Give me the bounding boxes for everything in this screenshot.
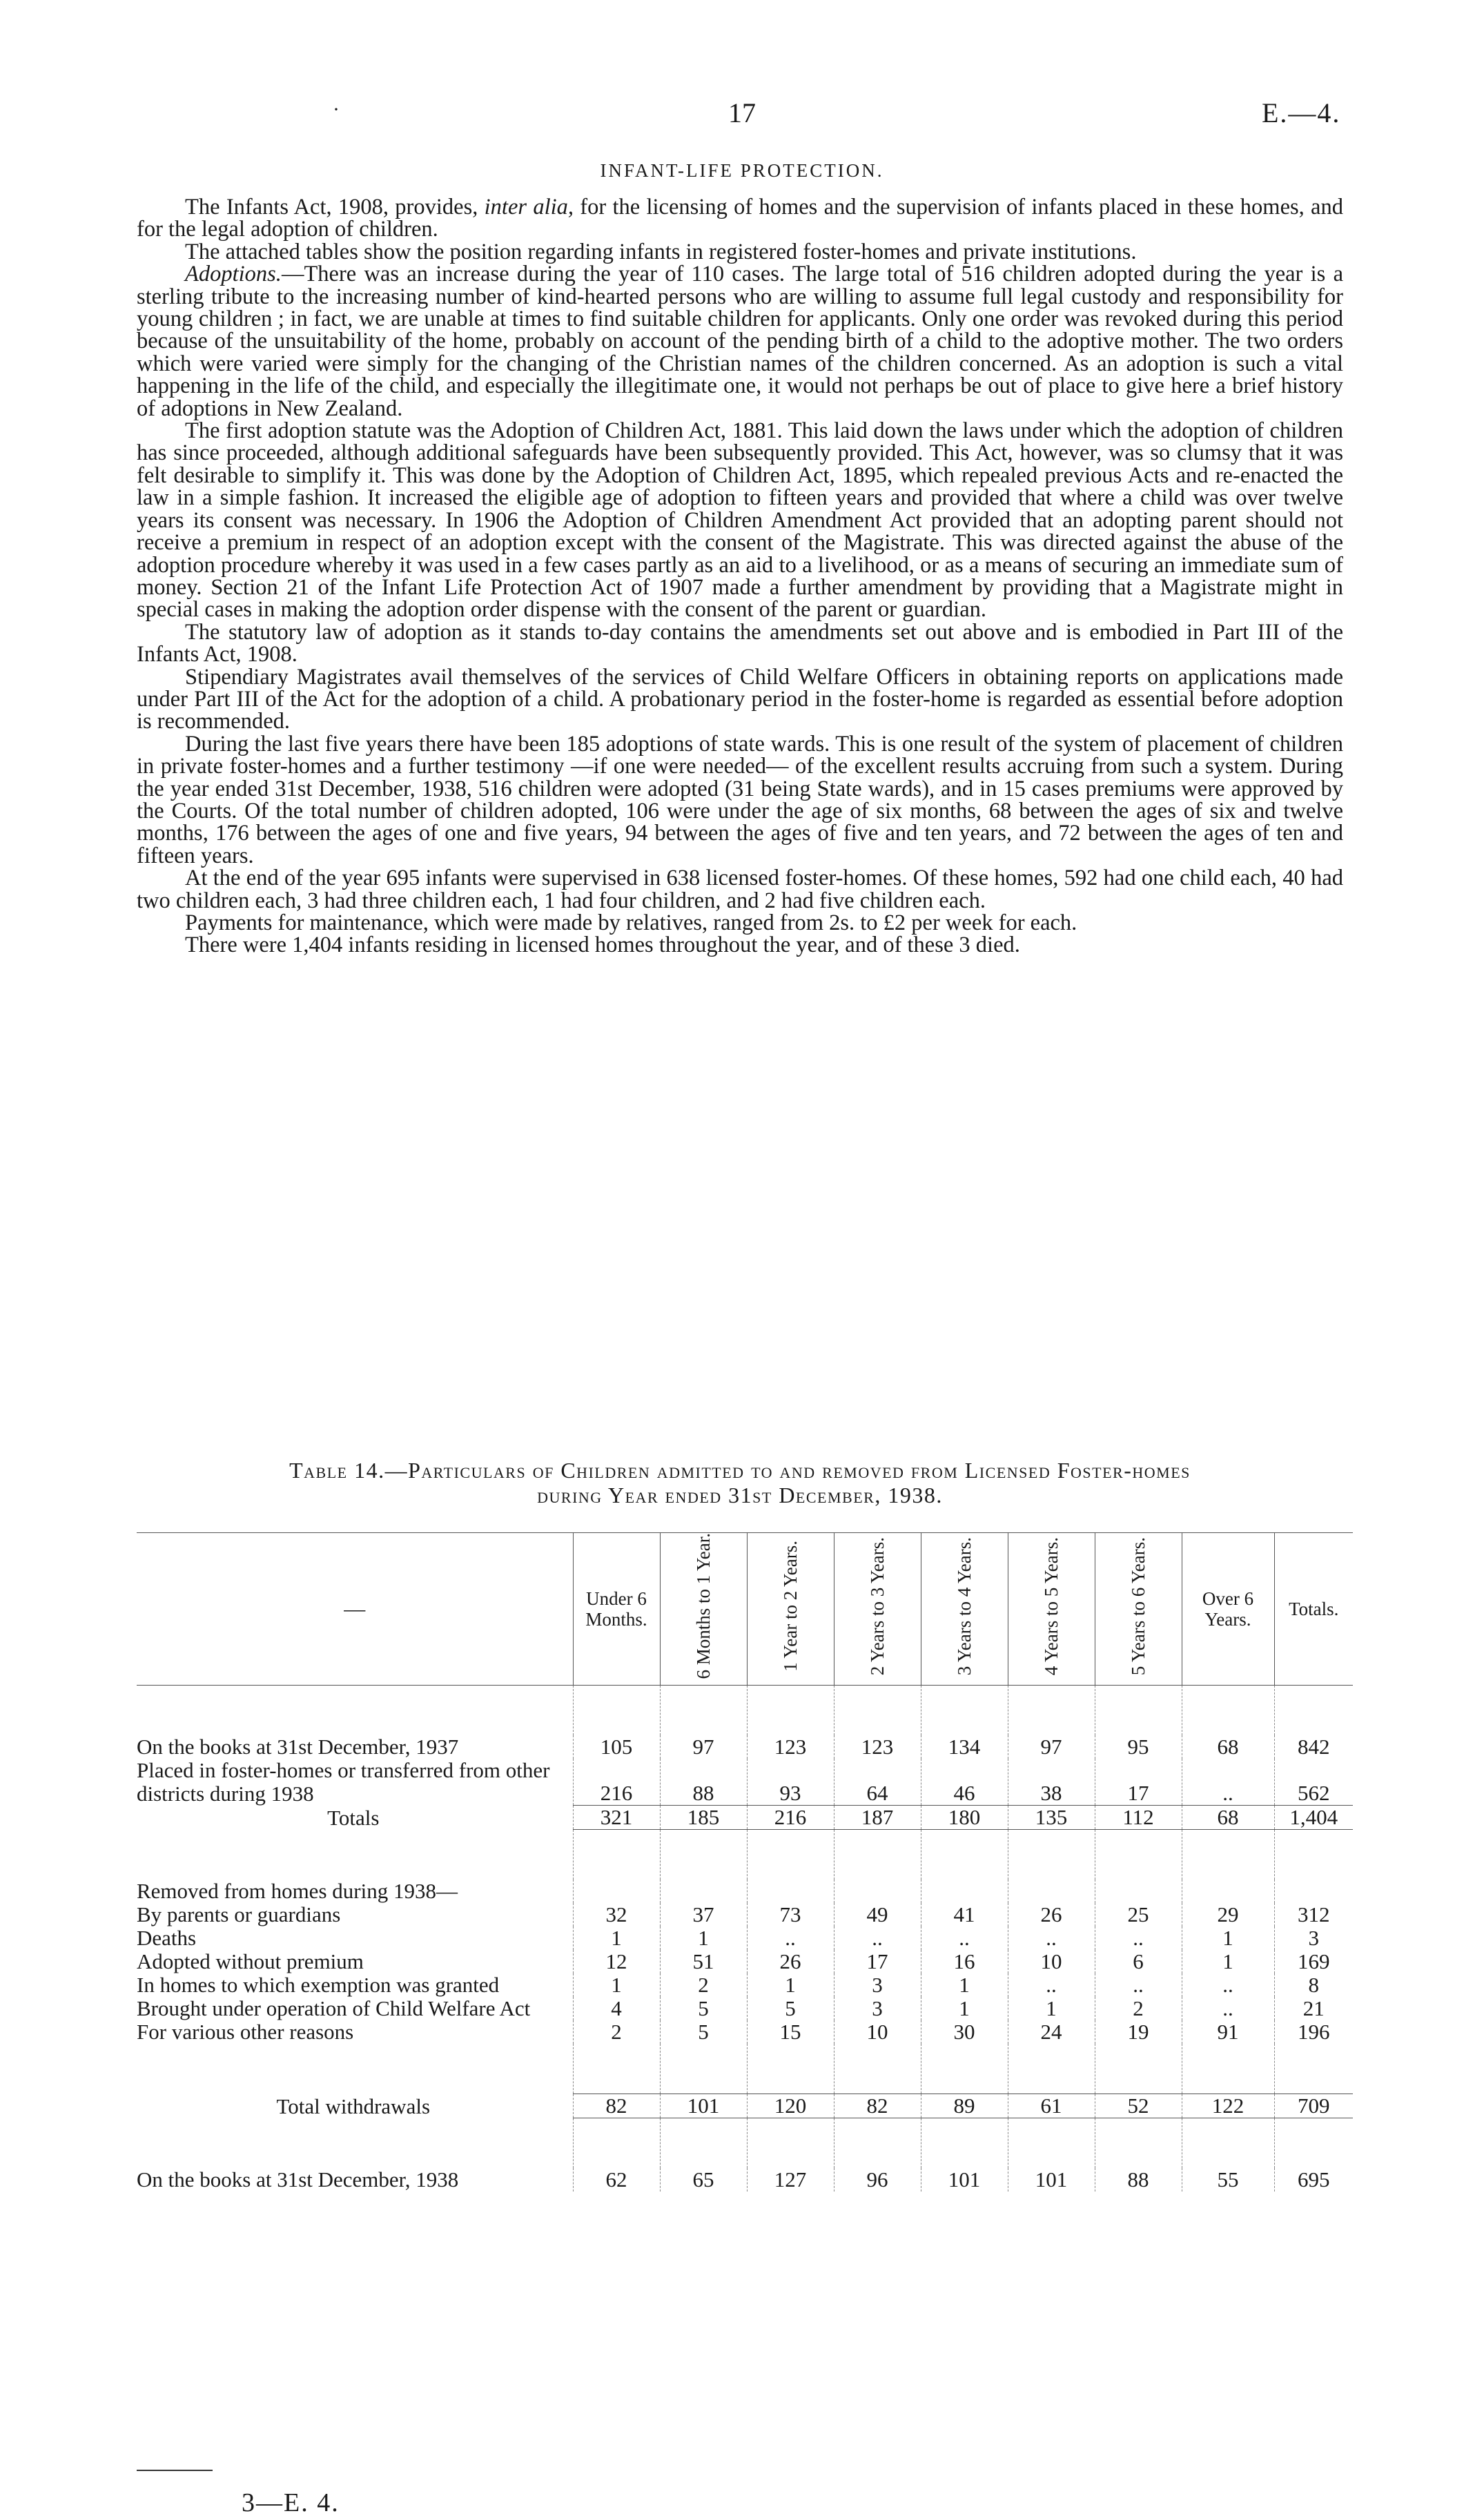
row-label: On the books at 31st December, 1938 xyxy=(137,2167,459,2192)
table-cell: 3 xyxy=(1274,1926,1353,1950)
row-label: By parents or guardians xyxy=(137,1902,341,1927)
table-cell: .. xyxy=(1095,1926,1182,1950)
row-label: Total withdrawals xyxy=(276,2094,431,2118)
table-cell: 1 xyxy=(573,1926,660,1950)
footer-signature: 3—E. 4. xyxy=(242,2488,340,2517)
table-row xyxy=(137,1735,1353,1759)
table-cell: 105 xyxy=(573,1735,660,1759)
table-cell: 2 xyxy=(1095,1997,1182,2020)
table-cell: 5 xyxy=(660,1997,747,2020)
table-row xyxy=(137,1759,1353,1806)
table-cell: 101 xyxy=(921,2168,1008,2192)
table-cell: 185 xyxy=(660,1806,747,1830)
table-cell: 1 xyxy=(1182,1950,1274,1973)
table-cell: 112 xyxy=(1095,1806,1182,1830)
paragraph-payments: Payments for maintenance, which were made by relatives, ranged from 2s. to £2 per week for each. xyxy=(185,910,1077,935)
table-cell: 196 xyxy=(1274,2020,1353,2044)
table-cell: 169 xyxy=(1274,1950,1353,1973)
table-cell: 37 xyxy=(660,1903,747,1926)
table-cell: 8 xyxy=(1274,1973,1353,1997)
table-cell: 1 xyxy=(1008,1997,1095,2020)
table-spacer-row xyxy=(137,2044,1353,2094)
table-cell: 29 xyxy=(1182,1903,1274,1926)
column-header-under-6-months: Under 6 Months. xyxy=(573,1533,660,1686)
table-cell: 30 xyxy=(921,2020,1008,2044)
table-cell: 97 xyxy=(660,1735,747,1759)
table-cell: 321 xyxy=(573,1806,660,1830)
table-row xyxy=(137,1997,1353,2020)
table-cell: 134 xyxy=(921,1735,1008,1759)
table-cell: 21 xyxy=(1274,1997,1353,2020)
table-cell: 97 xyxy=(1008,1735,1095,1759)
table-cell: 1,404 xyxy=(1274,1806,1353,1830)
paragraph-tables: The attached tables show the position regarding infants in registered foster-homes and private institutions. xyxy=(185,239,1137,264)
row-label: Brought under operation of Child Welfare Act xyxy=(137,1996,531,2021)
paragraph-infants-residing: There were 1,404 infants residing in licensed homes throughout the year, and of these 3 died. xyxy=(185,933,1020,958)
table-cell: .. xyxy=(1182,1973,1274,1997)
column-header-1-to-2-years: 1 Year to 2 Years. xyxy=(747,1533,834,1686)
table-cell: 562 xyxy=(1274,1759,1353,1806)
table-cell: 46 xyxy=(921,1759,1008,1806)
body-text xyxy=(137,196,1343,957)
table-cell: 68 xyxy=(1182,1806,1274,1830)
table-cell: 842 xyxy=(1274,1735,1353,1759)
section-title: INFANT-LIFE PROTECTION. xyxy=(600,160,884,181)
table-cell: 695 xyxy=(1274,2168,1353,2192)
row-label: For various other reasons xyxy=(137,2020,354,2044)
paragraph-statutory-law: The statutory law of adoption as it stands to-day contains the amendments set out above and is embodied in Part III of the Infants Act, 1908. xyxy=(137,619,1343,667)
table-cell: .. xyxy=(1008,1926,1095,1950)
table-cell: 216 xyxy=(573,1759,660,1806)
row-label: On the books at 31st December, 1937 xyxy=(137,1734,459,1759)
table-cell: 24 xyxy=(1008,2020,1095,2044)
table-cell: 127 xyxy=(747,2168,834,2192)
table-cell: .. xyxy=(921,1926,1008,1950)
row-label: Adopted without premium xyxy=(137,1949,364,1974)
row-label: Removed from homes during 1938— xyxy=(137,1879,458,1904)
table-cell: .. xyxy=(747,1926,834,1950)
table-cell: 65 xyxy=(660,2168,747,2192)
table-cell: 88 xyxy=(1095,2168,1182,2192)
table-cell: 19 xyxy=(1095,2020,1182,2044)
table-cell: 41 xyxy=(921,1903,1008,1926)
table-cell: 32 xyxy=(573,1903,660,1926)
table-cell: 123 xyxy=(747,1735,834,1759)
table-cell: .. xyxy=(1095,1973,1182,1997)
table-title-line-1: Table 14.—Particulars of Children admitted to and removed from Licensed Foster-homes xyxy=(289,1458,1191,1483)
table-cell: 88 xyxy=(660,1759,747,1806)
table-cell: 68 xyxy=(1182,1735,1274,1759)
table-cell: 89 xyxy=(921,2094,1008,2118)
table-cell: 15 xyxy=(747,2020,834,2044)
foster-homes-table xyxy=(137,1532,1343,2192)
table-cell: 61 xyxy=(1008,2094,1095,2118)
column-header-2-to-3-years: 2 Years to 3 Years. xyxy=(834,1533,921,1686)
table-cell: 26 xyxy=(1008,1903,1095,1926)
table-header-row xyxy=(137,1533,1353,1686)
table-cell: 55 xyxy=(1182,2168,1274,2192)
table-cell: .. xyxy=(834,1926,921,1950)
paragraph-magistrates: Stipendiary Magistrates avail themselves of the services of Child Welfare Officers in obtaining reports on applications made under Part III of the Act for the adoption of a child. A probationary period in the foster-home is regarded as essential before adoption is recommended. xyxy=(137,664,1343,734)
table-cell: 82 xyxy=(834,2094,921,2118)
table-cell: 91 xyxy=(1182,2020,1274,2044)
table-cell: 312 xyxy=(1274,1903,1353,1926)
table-cell: 49 xyxy=(834,1903,921,1926)
page-header xyxy=(0,97,1484,131)
table-cell: .. xyxy=(1182,1997,1274,2020)
table-cell: 5 xyxy=(660,2020,747,2044)
table-cell: 73 xyxy=(747,1903,834,1926)
table-row xyxy=(137,1926,1353,1950)
table-cell: 96 xyxy=(834,2168,921,2192)
paragraph-adoptions: Adoptions.—There was an increase during the year of 110 cases. The large total of 516 children adopted during the year is a sterling tribute to the increasing number of kind-hearted persons who are willing to assume full legal custody and responsibility for young children ; in fact, we are unable at times to find suitable children for applicants. Only one order was revoked during this period because of the unsuitability of the home, probably on account of the pending birth of a child to the adoptive mother. The two orders which were varied were simply for the changing of the Christian names of the children concerned. As an adoption is such a vital happening in the life of the child, and especially the illegitimate one, it would not perhaps be out of place to give here a brief history of adoptions in New Zealand. xyxy=(137,262,1343,421)
row-label: Placed in foster-homes or transferred from other districts during 1938 xyxy=(137,1757,550,1806)
table-row xyxy=(137,2020,1353,2044)
table-cell: 122 xyxy=(1182,2094,1274,2118)
table-cell: 6 xyxy=(1095,1950,1182,1973)
table-title-line-2: during Year ended 31st December, 1938. xyxy=(537,1483,943,1507)
paragraph-foster-homes: At the end of the year 695 infants were supervised in 638 licensed foster-homes. Of these homes, 592 had one child each, 40 had two children each, 3 had three children each, 1 had four children, and 2 had five children each. xyxy=(137,866,1343,913)
table-row xyxy=(137,2168,1353,2192)
table-row xyxy=(137,1950,1353,1973)
column-header-totals: Totals. xyxy=(1274,1533,1353,1686)
column-header-5-to-6-years: 5 Years to 6 Years. xyxy=(1095,1533,1182,1686)
table-spacer-row xyxy=(137,1830,1353,1880)
paragraph-state-wards: During the last five years there have been 185 adoptions of state wards. This is one result of the system of placement of children in private foster-homes and a further testimony —if one were needed— of the excellent results accruing from such a system. During the year ended 31st December, 1938, 516 children were adopted (31 being State wards), and in 15 cases premiums were approved by the Courts. Of the total number of children adopted, 106 were under the age of six months, 68 between the ages of six and twelve months, 176 between the ages of one and five years, 94 between the ages of five and ten years, and 72 between the ages of ten and fifteen years. xyxy=(137,731,1343,868)
table-cell: 38 xyxy=(1008,1759,1095,1806)
table-cell: .. xyxy=(1008,1973,1095,1997)
table-cell: 1 xyxy=(921,1997,1008,2020)
table-row xyxy=(137,1806,1353,1830)
table-cell: 1 xyxy=(1182,1926,1274,1950)
data-table xyxy=(137,1532,1353,2192)
table-cell: 17 xyxy=(1095,1759,1182,1806)
column-header-6-months-to-1-year: 6 Months to 1 Year. xyxy=(660,1533,747,1686)
table-cell: 1 xyxy=(660,1926,747,1950)
table-cell: 12 xyxy=(573,1950,660,1973)
column-header-3-to-4-years: 3 Years to 4 Years. xyxy=(921,1533,1008,1686)
table-cell: 709 xyxy=(1274,2094,1353,2118)
table-cell: 10 xyxy=(834,2020,921,2044)
table-cell: 123 xyxy=(834,1735,921,1759)
table-cell: 2 xyxy=(660,1973,747,1997)
column-header-over-6-years: Over 6 Years. xyxy=(1182,1533,1274,1686)
page-number: 17 xyxy=(728,97,756,128)
table-cell: 5 xyxy=(747,1997,834,2020)
page-mark: · xyxy=(333,98,340,121)
table-cell: 10 xyxy=(1008,1950,1095,1973)
table-spacer-row xyxy=(137,1685,1353,1735)
table-cell: 187 xyxy=(834,1806,921,1830)
table-cell: 1 xyxy=(747,1973,834,1997)
table-cell: 216 xyxy=(747,1806,834,1830)
row-label: In homes to which exemption was granted xyxy=(137,1973,500,1998)
document-code: E.—4. xyxy=(1262,97,1341,128)
row-label: Deaths xyxy=(137,1926,197,1951)
table-cell: 3 xyxy=(834,1997,921,2020)
table-cell: 93 xyxy=(747,1759,834,1806)
column-header-label: — xyxy=(137,1533,573,1686)
table-cell: 62 xyxy=(573,2168,660,2192)
table-cell: 16 xyxy=(921,1950,1008,1973)
table-cell: 25 xyxy=(1095,1903,1182,1926)
table-cell: 101 xyxy=(660,2094,747,2118)
row-label: Totals xyxy=(327,1805,380,1830)
paragraph-infants-act: The Infants Act, 1908, provides, inter alia, for the licensing of homes and the supervision of infants placed in these homes, and for the legal adoption of children. xyxy=(137,195,1343,242)
table-cell: 1 xyxy=(921,1973,1008,1997)
table-cell: 180 xyxy=(921,1806,1008,1830)
table-cell: .. xyxy=(1182,1759,1274,1806)
table-cell: 82 xyxy=(573,2094,660,2118)
table-cell: 135 xyxy=(1008,1806,1095,1830)
table-cell: 3 xyxy=(834,1973,921,1997)
table-row xyxy=(137,1880,1353,1903)
table-cell: 52 xyxy=(1095,2094,1182,2118)
table-cell: 51 xyxy=(660,1950,747,1973)
table-cell: 120 xyxy=(747,2094,834,2118)
column-header-4-to-5-years: 4 Years to 5 Years. xyxy=(1008,1533,1095,1686)
table-row xyxy=(137,2094,1353,2118)
table-cell: 64 xyxy=(834,1759,921,1806)
table-cell: 26 xyxy=(747,1950,834,1973)
table-cell: 95 xyxy=(1095,1735,1182,1759)
table-cell: 101 xyxy=(1008,2168,1095,2192)
table-cell: 2 xyxy=(573,2020,660,2044)
table-spacer-row xyxy=(137,2118,1353,2169)
table-cell: 1 xyxy=(573,1973,660,1997)
footer-rule xyxy=(137,2470,213,2471)
table-cell: 4 xyxy=(573,1997,660,2020)
table-row xyxy=(137,1973,1353,1997)
table-title xyxy=(137,1458,1343,1507)
table-cell: 17 xyxy=(834,1950,921,1973)
table-row xyxy=(137,1903,1353,1926)
paragraph-history: The first adoption statute was the Adoption of Children Act, 1881. This laid down the laws under which the adoption of children has since proceeded, although additional safeguards have been subsequently provided. This Act, however, was so clumsy that it was felt desirable to simplify it. This was done by the Adoption of Children Act, 1895, which repealed previous Acts and re-enacted the law in a simple fashion. It increased the eligible age of adoption to fifteen years and provided that where a child was over twelve years its consent was necessary. In 1906 the Adoption of Children Amendment Act provided that an adopting parent should not receive a premium in respect of an adoption except with the consent of the Magistrate. This was directed against the abuse of the adoption procedure whereby it was used in a few cases partly as an aid to a livelihood, or as a means of securing an immediate sum of money. Section 21 of the Infant Life Protection Act of 1907 made a further amendment by providing that a Magistrate might in special cases in making the adoption order dispense with the consent of the parent or guardian. xyxy=(137,418,1343,623)
